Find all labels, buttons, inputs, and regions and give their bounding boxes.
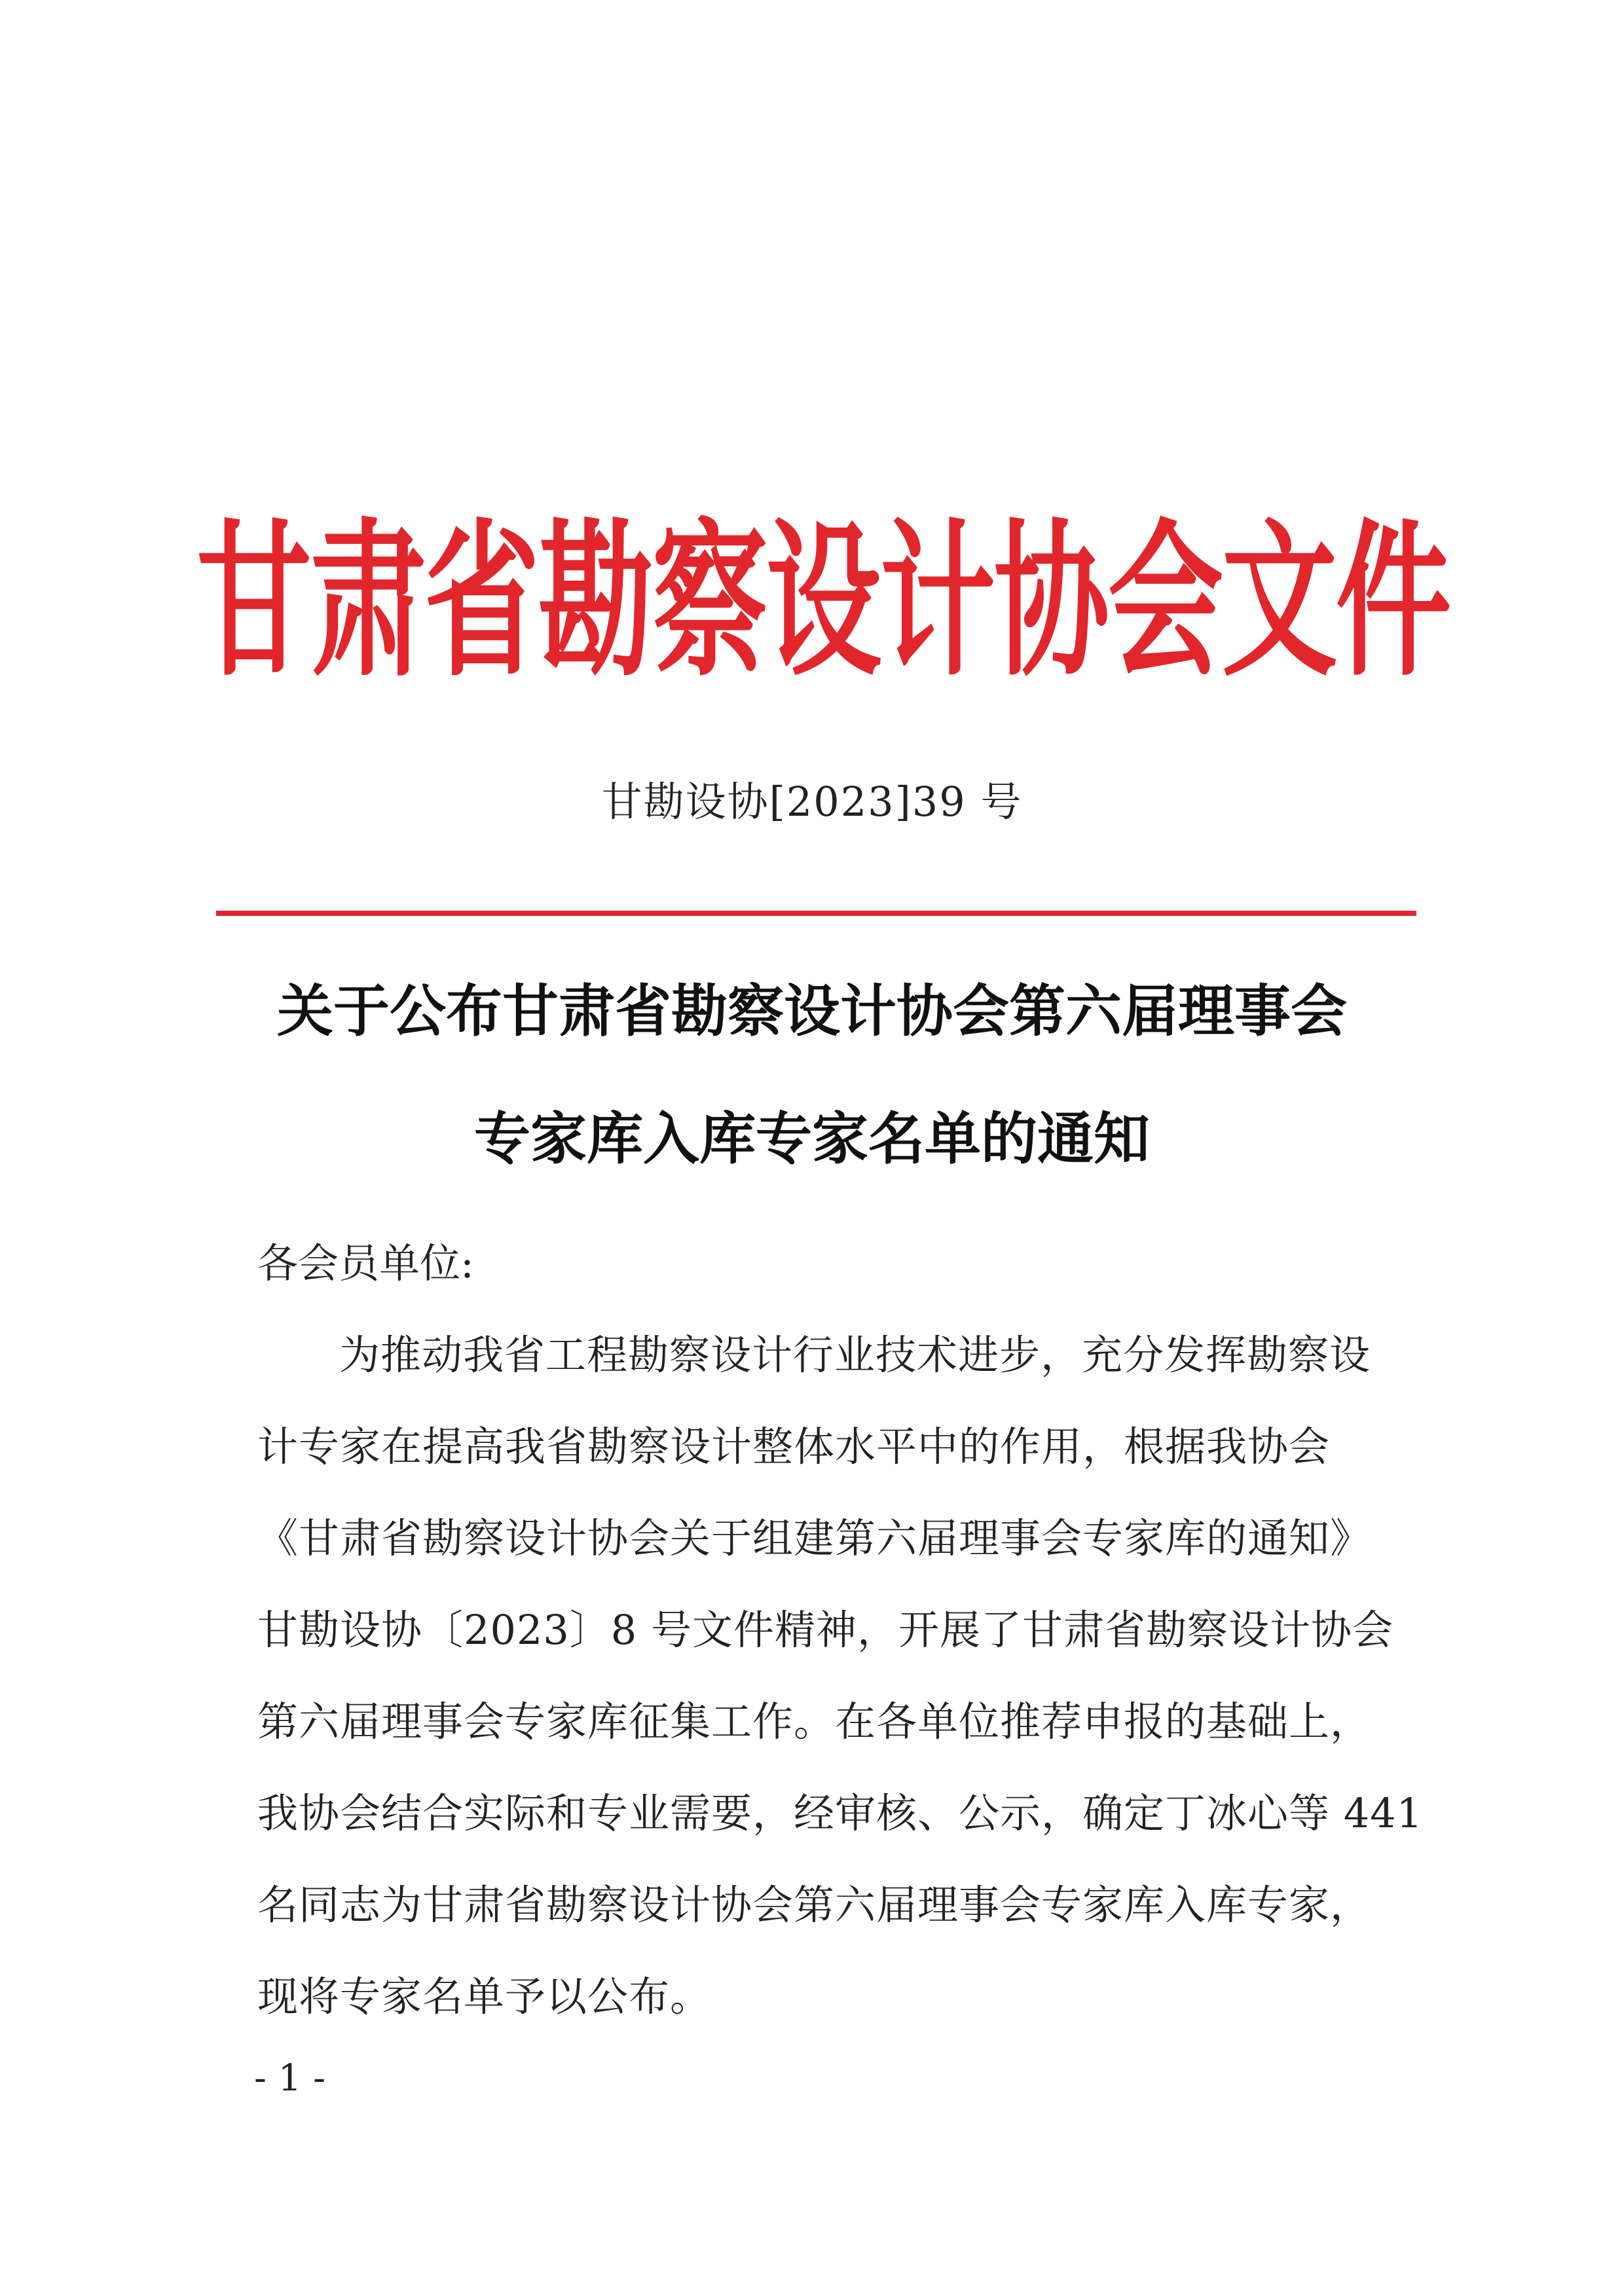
body-paragraph-line: 计专家在提高我省勘察设计整体水平中的作用，根据我协会 bbox=[257, 1423, 1331, 1470]
document-masthead: 甘肃省勘察设计协会文件 bbox=[196, 504, 1450, 699]
body-paragraph-line: 名同志为甘肃省勘察设计协会第六届理事会专家库入库专家， bbox=[257, 1881, 1372, 1929]
document-number: 甘勘设协[2023]39 号 bbox=[601, 778, 1023, 826]
notice-title-line-2: 专家库入库专家名单的通知 bbox=[474, 1106, 1150, 1172]
body-paragraph-line: 现将专家名单予以公布。 bbox=[257, 1973, 712, 2020]
red-divider-rule bbox=[216, 911, 1416, 916]
page-number: - 1 - bbox=[254, 2057, 326, 2100]
body-paragraph-line: 为推动我省工程勘察设计行业技术进步，充分发挥勘察设 bbox=[339, 1331, 1371, 1379]
salutation: 各会员单位: bbox=[257, 1239, 474, 1287]
notice-title-line-1: 关于公布甘肃省勘察设计协会第六届理事会 bbox=[277, 979, 1347, 1044]
body-paragraph-line: 《甘肃省勘察设计协会关于组建第六届理事会专家库的通知》 bbox=[257, 1514, 1372, 1562]
body-paragraph-line: 我协会结合实际和专业需要，经审核、公示，确定丁冰心等 441 bbox=[257, 1789, 1424, 1837]
body-paragraph-line: 第六届理事会专家库征集工作。在各单位推荐申报的基础上， bbox=[257, 1698, 1372, 1745]
body-paragraph-line: 甘勘设协〔2023〕8 号文件精神，开展了甘肃省勘察设计协会 bbox=[257, 1606, 1393, 1654]
